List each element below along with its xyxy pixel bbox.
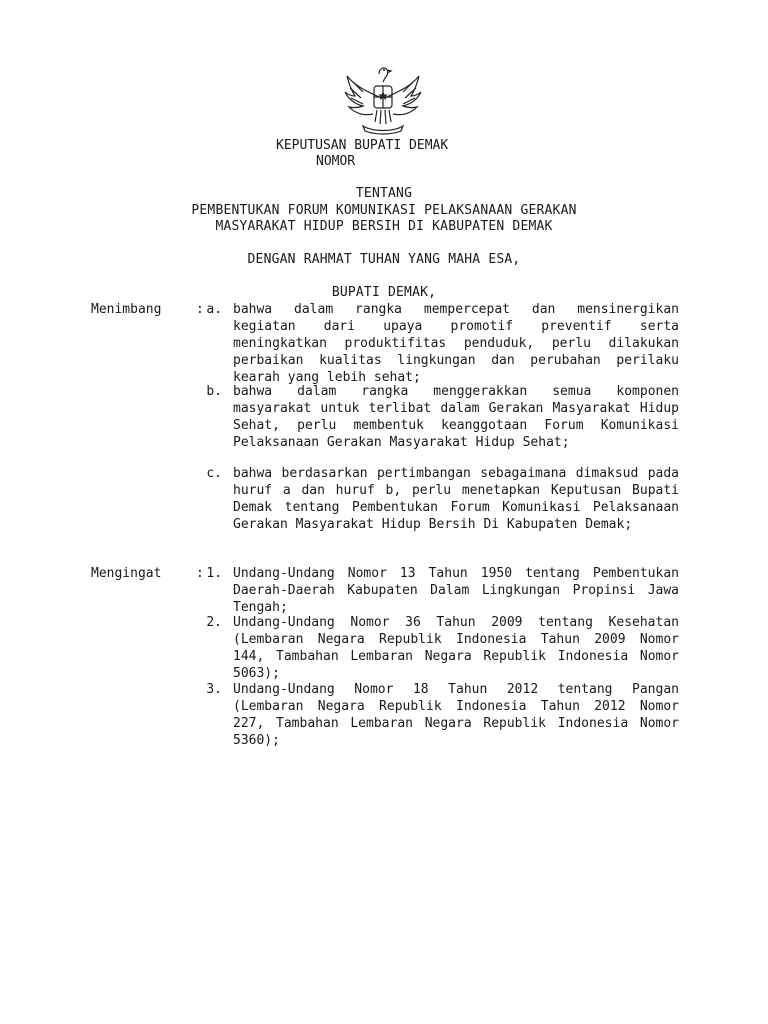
about-heading: TENTANG bbox=[355, 186, 413, 201]
mengingat-item-3: Undang-Undang Nomor 18 Tahun 2012 tentang Pangan (Lembaran Negara Republik Indonesia Tahun 2012 Nomor 227, Tambahan Lembaran Negara Republik Indonesia Nomor 5360); bbox=[233, 682, 679, 748]
subject-line-2: MASYARAKAT HIDUP BERSIH DI KABUPATEN DEMAK bbox=[215, 219, 553, 234]
menimbang-item-c: bahwa berdasarkan pertimbangan sebagaimana dimaksud pada huruf a dan huruf b, perlu menetapkan Keputusan Bupati Demak tentang Pembentukan Forum Komunikasi Pelaksanaan Gerakan Masyarakat Hidup Bersih Di Kabupaten Demak; bbox=[233, 466, 679, 532]
subject-line-1: PEMBENTUKAN FORUM KOMUNIKASI PELAKSANAAN GERAKAN bbox=[191, 203, 577, 218]
signatory-title: BUPATI DEMAK, bbox=[331, 285, 437, 300]
decree-number-label: NOMOR bbox=[316, 154, 356, 169]
menimbang-label: Menimbang bbox=[91, 302, 162, 317]
menimbang-item-b: bahwa dalam rangka menggerakkan semua komponen masyarakat untuk terlibat dalam Gerakan Masyarakat Hidup Sehat, perlu membentuk keanggotaan Forum Komunikasi Pelaksanaan Gerakan Masyarakat Hidup Sehat; bbox=[233, 384, 679, 450]
menimbang-item-a: bahwa dalam rangka mempercepat dan mensinergikan kegiatan dari upaya promotif preventif serta meningkatkan produktifitas penduduk, perlu dilakukan perbaikan kualitas lingkungan dan perubahan perilaku kearah yang lebih sehat; bbox=[233, 302, 679, 385]
mengingat-colon: : bbox=[196, 566, 204, 581]
mengingat-item-2: Undang-Undang Nomor 36 Tahun 2009 tentang Kesehatan (Lembaran Negara Republik Indonesia Tahun 2009 Nomor 144, Tambahan Lembaran Negara Republik Indonesia Nomor 5063); bbox=[233, 615, 679, 681]
mengingat-label: Mengingat bbox=[91, 566, 162, 581]
mengingat-marker-1: 1. bbox=[206, 566, 222, 581]
decree-title: KEPUTUSAN BUPATI DEMAK bbox=[276, 138, 449, 153]
garuda-pancasila-emblem-icon bbox=[341, 58, 425, 136]
menimbang-marker-c: c. bbox=[206, 466, 222, 481]
menimbang-marker-a: a. bbox=[206, 302, 222, 317]
menimbang-marker-b: b. bbox=[206, 384, 222, 399]
mengingat-marker-3: 3. bbox=[206, 682, 222, 697]
menimbang-colon: : bbox=[196, 302, 204, 317]
mengingat-item-1: Undang-Undang Nomor 13 Tahun 1950 tentang Pembentukan Daerah-Daerah Kabupaten Dalam Lingkungan Propinsi Jawa Tengah; bbox=[233, 566, 679, 615]
mengingat-marker-2: 2. bbox=[206, 615, 222, 630]
invocation-text: DENGAN RAHMAT TUHAN YANG MAHA ESA, bbox=[247, 252, 521, 267]
